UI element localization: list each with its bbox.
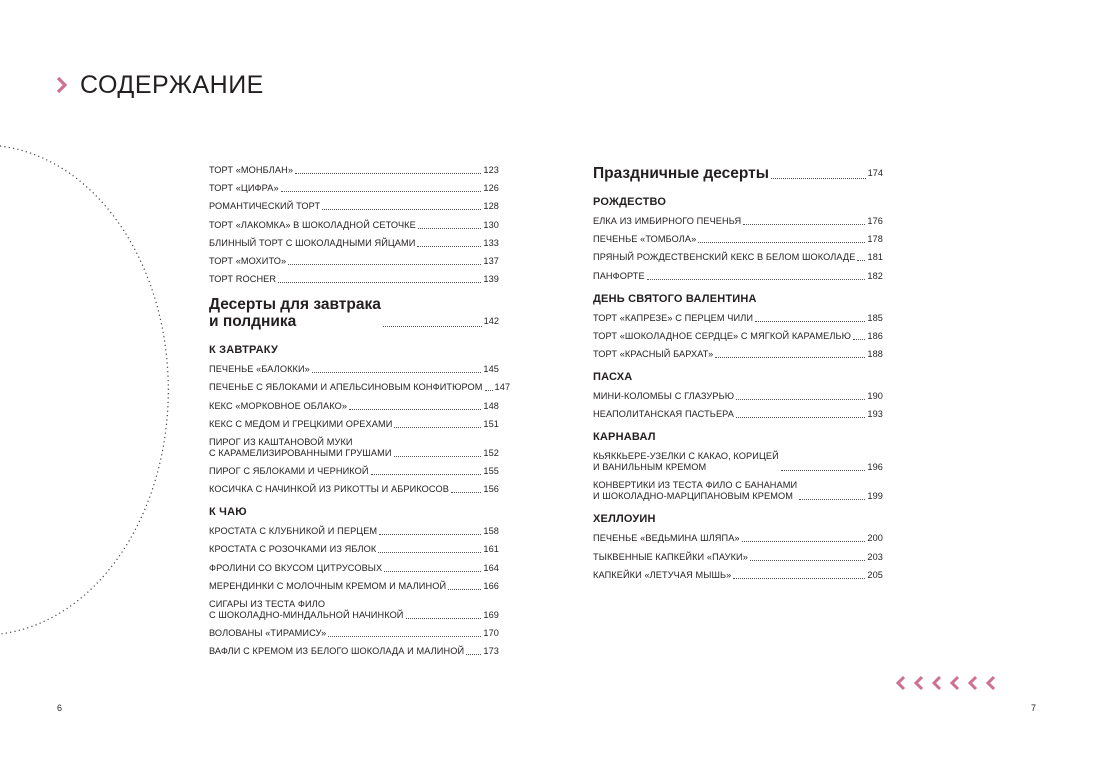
toc-entry-label: ПИРОГ С ЯБЛОКАМИ И ЧЕРНИКОЙ	[209, 466, 369, 477]
dot-leader	[288, 264, 481, 265]
dot-leader	[771, 178, 866, 179]
toc-entry[interactable]	[209, 544, 499, 555]
toc-entry-page: 196	[867, 462, 883, 473]
toc-entry-page: 155	[483, 466, 499, 477]
toc-entry-label: РОМАНТИЧЕСКИЙ ТОРТ	[209, 201, 321, 212]
toc-entry-label: ПЕЧЕНЬЕ «ВЕДЬМИНА ШЛЯПА»	[593, 533, 740, 544]
chevron-left-icon	[929, 675, 945, 691]
toc-entry-label-line1: КЬЯККЬЕРЕ-УЗЕЛКИ С КАКАО, КОРИЦЕЙ	[593, 451, 779, 462]
toc-entry[interactable]	[209, 183, 499, 194]
toc-entry-label: МЕРЕНДИНКИ С МОЛОЧНЫМ КРЕМОМ И МАЛИНОЙ	[209, 580, 447, 591]
toc-entry-page: 188	[867, 348, 883, 359]
page-number-left: 6	[57, 703, 63, 713]
toc-entry[interactable]	[593, 570, 883, 581]
toc-right-column	[593, 165, 883, 588]
toc-entry-label: КАПКЕЙКИ «ЛЕТУЧАЯ МЫШЬ»	[593, 569, 732, 580]
toc-entry-label: КЕКС С МЕДОМ И ГРЕЦКИМИ ОРЕХАМИ	[209, 418, 393, 429]
dot-leader	[394, 456, 482, 457]
toc-entry-page: 156	[483, 484, 499, 495]
dot-leader	[371, 474, 482, 475]
toc-entry-page: 181	[867, 252, 884, 263]
toc-entry-page: 203	[867, 551, 883, 562]
toc-entry-label-line2: И ШОКОЛАДНО-МАРЦИПАНОВЫМ КРЕМОМ	[593, 491, 793, 502]
toc-entry-page: 186	[867, 330, 883, 341]
toc-entry-page: 200	[867, 533, 883, 544]
toc-entry[interactable]	[209, 646, 499, 657]
toc-entry[interactable]	[209, 274, 499, 285]
toc-entry[interactable]	[209, 220, 499, 231]
toc-entry-page: 176	[867, 216, 883, 226]
toc-entry[interactable]	[209, 526, 499, 537]
dot-leader	[328, 636, 481, 637]
dot-leader	[448, 589, 481, 590]
toc-entry-page: 173	[483, 646, 499, 657]
toc-entry-page: 164	[483, 562, 499, 573]
toc-entry[interactable]	[209, 581, 499, 592]
dot-leader	[736, 399, 865, 400]
dot-leader	[406, 618, 482, 619]
page-number-right: 7	[1031, 703, 1037, 713]
toc-entry-label: ВОЛОВАНЫ «ТИРАМИСУ»	[209, 628, 327, 639]
subheading-valentine: ДЕНЬ СВЯТОГО ВАЛЕНТИНА	[593, 292, 757, 305]
toc-section-breakfast[interactable]	[209, 296, 499, 330]
chevron-left-icon	[965, 675, 981, 691]
toc-entry-page: 166	[483, 580, 499, 591]
toc-entry-page: 158	[483, 526, 499, 537]
subheading-halloween: ХЕЛЛОУИН	[593, 513, 656, 526]
toc-entry-label: ФРОЛИНИ СО ВКУСОМ ЦИТРУСОВЫХ	[209, 562, 383, 573]
toc-entry[interactable]	[209, 419, 499, 430]
toc-entry[interactable]	[209, 165, 499, 176]
section-title-line2: и полдника	[209, 313, 297, 331]
toc-entry[interactable]	[209, 364, 499, 375]
toc-entry-page: 123	[483, 165, 499, 175]
chevron-right-icon	[54, 77, 70, 93]
toc-entry[interactable]	[593, 480, 883, 502]
dot-leader	[278, 282, 481, 283]
dot-leader	[394, 427, 481, 428]
toc-entry-label-line2: С ШОКОЛАДНО-МИНДАЛЬНОЙ НАЧИНКОЙ	[209, 610, 404, 620]
toc-entry[interactable]	[209, 563, 499, 574]
toc-entry[interactable]	[209, 256, 499, 267]
toc-entry-label: ТОРТ ROCHER	[209, 274, 277, 285]
toc-entry-label: НЕАПОЛИТАНСКАЯ ПАСТЬЕРА	[593, 409, 735, 420]
subheading-breakfast: К ЗАВТРАКУ	[209, 344, 278, 357]
toc-entry-label: ТОРТ «КРАСНЫЙ БАРХАТ»	[593, 348, 714, 359]
toc-entry-label-line1: ПИРОГ ИЗ КАШТАНОВОЙ МУКИ	[209, 436, 353, 447]
toc-entry-page: 130	[483, 219, 499, 230]
section-page: 142	[483, 316, 499, 327]
toc-entry-label: ТОРТ «КАПРЕЗЕ» С ПЕРЦЕМ ЧИЛИ	[593, 312, 754, 323]
toc-entry-page: 190	[867, 390, 883, 401]
toc-entry-label: ПРЯНЫЙ РОЖДЕСТВЕНСКИЙ КЕКС В БЕЛОМ ШОКОЛАДЕ	[593, 252, 856, 263]
section-page: 174	[867, 168, 883, 178]
toc-entry-page: 148	[483, 400, 499, 411]
dot-leader	[733, 578, 865, 579]
dot-leader	[281, 191, 482, 192]
dot-leader	[349, 409, 481, 410]
toc-entry-page: 145	[483, 364, 499, 375]
dot-leader	[466, 654, 481, 655]
toc-entry-label: ПЕЧЕНЬЕ «ТОМБОЛА»	[593, 234, 697, 245]
toc-entry-label: ВАФЛИ С КРЕМОМ ИЗ БЕЛОГО ШОКОЛАДА И МАЛИНОЙ	[209, 646, 465, 657]
toc-entry[interactable]	[593, 552, 883, 563]
toc-entry-label: МИНИ-КОЛОМБЫ С ГЛАЗУРЬЮ	[593, 390, 735, 401]
toc-entry-label: КОСИЧКА С НАЧИНКОЙ ИЗ РИКОТТЫ И АБРИКОСОВ	[209, 484, 449, 495]
chevron-left-icon	[911, 675, 927, 691]
toc-entry[interactable]	[593, 349, 883, 360]
toc-section-holiday[interactable]	[593, 165, 883, 182]
dot-leader	[743, 224, 865, 225]
toc-entry[interactable]	[209, 238, 499, 249]
toc-entry-label-line1: СИГАРЫ ИЗ ТЕСТА ФИЛО	[209, 599, 326, 609]
toc-entry[interactable]	[209, 466, 499, 477]
dot-leader	[383, 326, 482, 327]
toc-entry-label: ЕЛКА ИЗ ИМБИРНОГО ПЕЧЕНЬЯ	[593, 216, 742, 226]
dot-leader	[853, 339, 865, 340]
toc-entry-page: 152	[483, 447, 499, 458]
chevron-left-icon	[947, 675, 963, 691]
toc-entry-label: ПЕЧЕНЬЕ «БАЛОККИ»	[209, 364, 310, 375]
dot-leader	[857, 260, 865, 261]
toc-entry[interactable]	[209, 401, 499, 412]
subheading-easter: ПАСХА	[593, 370, 633, 383]
toc-entry-label: ТОРТ «ЦИФРА»	[209, 183, 279, 194]
toc-entry[interactable]	[209, 628, 499, 639]
toc-entry-label: КРОСТАТА С КЛУБНИКОЙ И ПЕРЦЕМ	[209, 526, 378, 537]
toc-entry[interactable]	[593, 234, 883, 245]
toc-entry[interactable]	[209, 484, 499, 495]
toc-entry-label: ТОРТ «МОХИТО»	[209, 255, 287, 266]
toc-entry[interactable]	[593, 391, 883, 402]
toc-entry[interactable]	[593, 533, 883, 544]
toc-entry-page: 169	[483, 610, 499, 620]
toc-entry-page: 178	[867, 234, 883, 245]
toc-entry-page: 126	[483, 183, 499, 194]
chevron-row-decoration	[893, 675, 999, 691]
toc-entry[interactable]	[209, 599, 499, 621]
dot-leader	[781, 470, 866, 471]
toc-entry[interactable]	[209, 382, 511, 393]
toc-entry-label-line2: С КАРАМЕЛИЗИРОВАННЫМИ ГРУШАМИ	[209, 447, 392, 458]
dot-leader	[485, 390, 493, 391]
toc-entry[interactable]	[209, 437, 499, 459]
toc-entry-label: БЛИННЫЙ ТОРТ С ШОКОЛАДНЫМИ ЯЙЦАМИ	[209, 237, 416, 248]
section-title: Праздничные десерты	[593, 165, 769, 182]
toc-entry-label: ПЕЧЕНЬЕ С ЯБЛОКАМИ И АПЕЛЬСИНОВЫМ КОНФИТЮРОМ	[209, 382, 483, 393]
toc-entry-page: 182	[867, 270, 883, 281]
dot-leader	[647, 279, 866, 280]
toc-entry-label: ПАНФОРТЕ	[593, 270, 645, 281]
toc-entry[interactable]	[593, 331, 883, 342]
toc-entry[interactable]	[593, 313, 883, 324]
toc-entry-label: ТЫКВЕННЫЕ КАПКЕЙКИ «ПАУКИ»	[593, 551, 748, 562]
dot-leader	[750, 560, 865, 561]
toc-entry-page: 205	[867, 569, 883, 580]
dot-leader	[379, 534, 481, 535]
toc-entry-page: 137	[483, 255, 499, 266]
toc-entry-page: 133	[483, 237, 499, 248]
chevron-left-icon	[983, 675, 999, 691]
toc-entry-page: 147	[494, 382, 511, 393]
toc-entry[interactable]	[209, 201, 499, 212]
subheading-christmas: РОЖДЕСТВО	[593, 196, 667, 208]
page-header	[54, 68, 264, 102]
dot-leader	[418, 228, 482, 229]
toc-entry[interactable]	[593, 451, 883, 473]
toc-entry-page: 128	[483, 201, 499, 212]
toc-entry[interactable]	[593, 409, 883, 420]
subheading-carnival: КАРНАВАЛ	[593, 431, 656, 444]
dot-leader	[417, 246, 481, 247]
toc-entry-label-line2: И ВАНИЛЬНЫМ КРЕМОМ	[593, 462, 707, 473]
toc-entry-page: 151	[483, 418, 499, 429]
dot-leader	[799, 499, 865, 500]
toc-entry-page: 139	[483, 274, 499, 285]
section-title-line1: Десерты для завтрака	[209, 296, 381, 314]
page-title: СОДЕРЖАНИЕ	[80, 70, 264, 99]
toc-entry[interactable]	[593, 271, 883, 282]
dot-leader	[312, 372, 481, 373]
toc-entry-label-line1: КОНВЕРТИКИ ИЗ ТЕСТА ФИЛО С БАНАНАМИ	[593, 480, 798, 491]
toc-entry-label: ТОРТ «МОНБЛАН»	[209, 165, 294, 175]
dot-leader	[742, 541, 866, 542]
dot-leader	[322, 209, 481, 210]
dot-leader	[384, 571, 481, 572]
toc-group-top	[209, 165, 499, 285]
dot-leader	[295, 173, 481, 174]
dot-leader	[378, 552, 481, 553]
dot-leader	[715, 357, 865, 358]
subheading-tea: К ЧАЮ	[209, 506, 247, 519]
toc-entry[interactable]	[593, 252, 883, 263]
dot-leader	[698, 242, 865, 243]
dot-leader	[451, 492, 481, 493]
toc-entry-page: 193	[867, 409, 883, 420]
toc-left-column	[209, 165, 511, 665]
toc-entry-page: 185	[867, 312, 883, 323]
toc-entry-label: КЕКС «МОРКОВНОЕ ОБЛАКО»	[209, 400, 348, 411]
dot-leader	[736, 417, 865, 418]
toc-entry-page: 199	[867, 491, 883, 502]
toc-entry[interactable]	[593, 216, 883, 227]
toc-entry-label: ТОРТ «ЛАКОМКА» В ШОКОЛАДНОЙ СЕТОЧКЕ	[209, 219, 416, 230]
toc-entry-label: КРОСТАТА С РОЗОЧКАМИ ИЗ ЯБЛОК	[209, 544, 377, 555]
toc-entry-page: 161	[483, 544, 499, 555]
toc-entry-page: 170	[483, 628, 499, 639]
dot-leader	[755, 321, 865, 322]
chevron-left-icon	[893, 675, 909, 691]
toc-entry-label: ТОРТ «ШОКОЛАДНОЕ СЕРДЦЕ» С МЯГКОЙ КАРАМЕЛЬЮ	[593, 330, 851, 341]
